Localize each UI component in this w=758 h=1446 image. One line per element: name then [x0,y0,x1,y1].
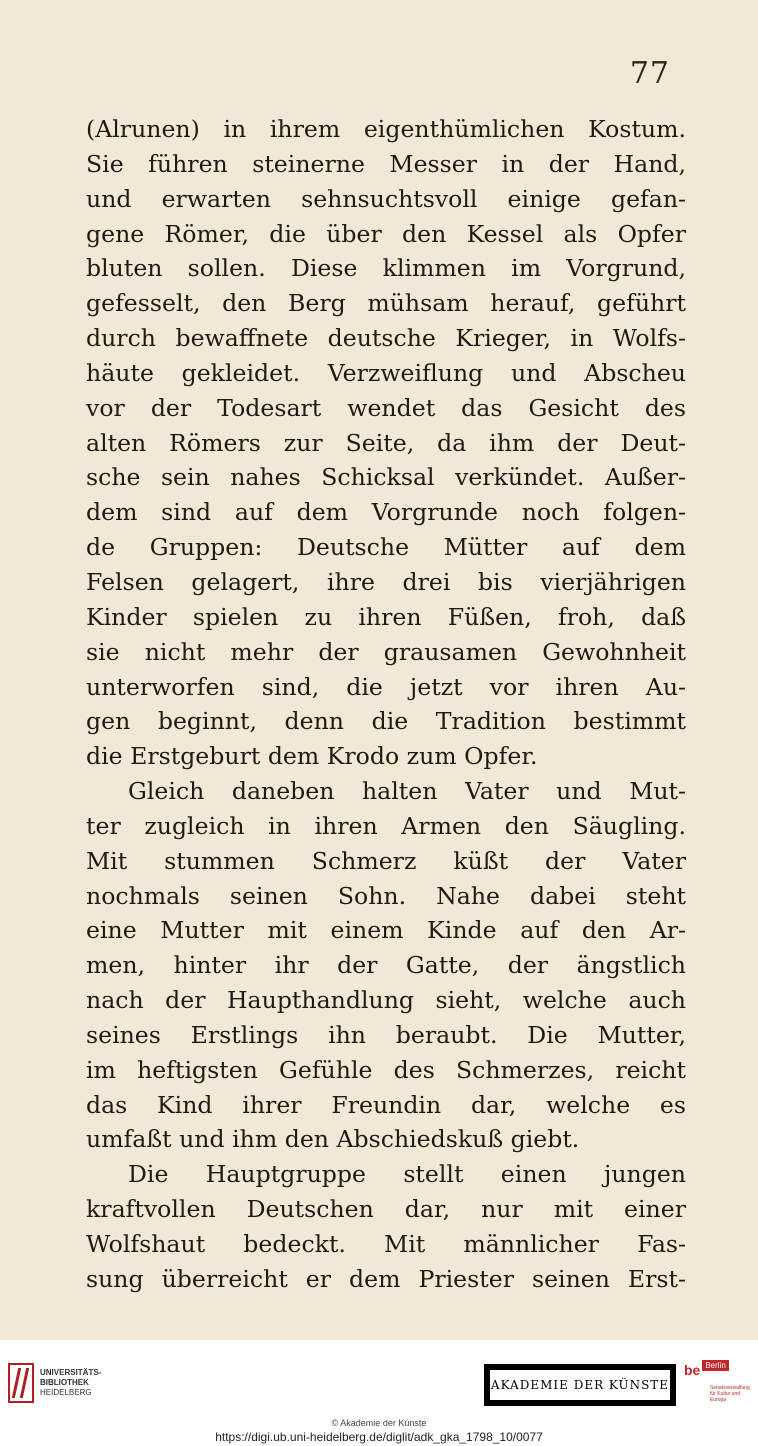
text-line: men, hinter ihr der Gatte, der ängstlich [86,951,686,980]
bkm-logo-badge: Berlin [702,1360,728,1371]
text-line: Sie führen steinerne Messer in der Hand, [86,149,686,178]
text-line: Felsen gelagert, ihre drei bis vierjährigen [86,567,686,596]
text-line: das Kind ihrer Freundin dar, welche es [86,1090,686,1119]
text-line: nochmals seinen Sohn. Nahe dabei steht [86,881,686,910]
text-line: häute gekleidet. Verzweiflung und Abscheu [86,358,686,387]
body-text [86,112,686,1297]
text-line: umfaßt und ihm den Abschiedskuß giebt. [86,1125,580,1154]
text-line: Mit stummen Schmerz küßt der Vater [86,846,686,875]
text-line: Wolfshaut bedeckt. Mit männlicher Fas- [86,1230,686,1258]
bkm-logo-main: be [684,1362,701,1378]
text-line: im heftigsten Gefühle des Schmerzes, reicht [86,1055,686,1084]
akademie-logo-label: AKADEMIE DER KÜNSTE [490,1370,670,1400]
university-library-logo[interactable] [8,1360,118,1406]
text-line: gefesselt, den Berg mühsam herauf, geführt [86,289,686,318]
text-line: bluten sollen. Diese klimmen im Vorgrund, [86,254,686,283]
text-line: vor der Todesart wendet das Gesicht des [86,393,686,422]
text-line: sung überreicht er dem Priester seinen Erst- [86,1264,686,1293]
text-line: Kinder spielen zu ihren Füßen, froh, daß [86,602,686,631]
berlin-senate-logo[interactable] [684,1360,750,1408]
footer [0,1340,758,1446]
ub-logo-line: BIBLIOTHEK [40,1378,89,1387]
text-line: nach der Haupthandlung sieht, welche auch [86,986,686,1015]
text-line: sche sein nahes Schicksal verkündet. Außer- [86,463,686,492]
text-line: durch bewaffnete deutsche Krieger, in Wolfs- [86,324,686,353]
ub-logo-line: HEIDELBERG [40,1388,92,1397]
ub-logo-text [40,1368,101,1398]
page-number: 77 [629,56,670,91]
text-line: sie nicht mehr der grausamen Gewohnheit [86,637,686,666]
text-line: und erwarten sehnsuchtsvoll einige gefan- [86,184,686,213]
bkm-sub-line: Senatsverwaltung [710,1385,750,1391]
text-line: (Alrunen) in ihrem eigenthümlichen Kostum. [86,115,686,143]
text-line: unterworfen sind, die jetzt vor ihren Au- [86,672,686,701]
akademie-der-kuenste-logo[interactable] [484,1364,676,1406]
ub-logo-line: UNIVERSITÄTS- [40,1368,102,1377]
text-line: de Gruppen: Deutsche Mütter auf dem [86,533,686,562]
bkm-sub-line: für Kultur und Europa [710,1391,741,1403]
text-line: seines Erstlings ihn beraubt. Die Mutter, [86,1020,686,1049]
text-line: gen beginnt, denn die Tradition bestimmt [86,707,686,736]
text-line: dem sind auf dem Vorgrunde noch folgen- [86,498,686,527]
ub-emblem-icon [8,1363,34,1403]
text-line: alten Römers zur Seite, da ihm der Deut- [86,428,686,457]
bkm-logo-subtext [710,1385,750,1403]
text-line: eine Mutter mit einem Kinde auf den Ar- [86,916,686,945]
text-line: kraftvollen Deutschen dar, nur mit einer [86,1195,686,1224]
text-line: ter zugleich in ihren Armen den Säugling. [86,811,686,840]
text-line: Gleich daneben halten Vater und Mut- [128,777,686,806]
permalink-url[interactable]: https://digi.ub.uni-heidelberg.de/diglit/adk_gka_1798_10/0077 [215,1430,543,1444]
copyright-notice: © Akademie der Künste [331,1418,427,1428]
text-line: die Erstgeburt dem Krodo zum Opfer. [86,742,538,771]
text-line: Die Hauptgruppe stellt einen jungen [128,1160,686,1189]
text-line: gene Römer, die über den Kessel als Opfer [86,219,686,248]
